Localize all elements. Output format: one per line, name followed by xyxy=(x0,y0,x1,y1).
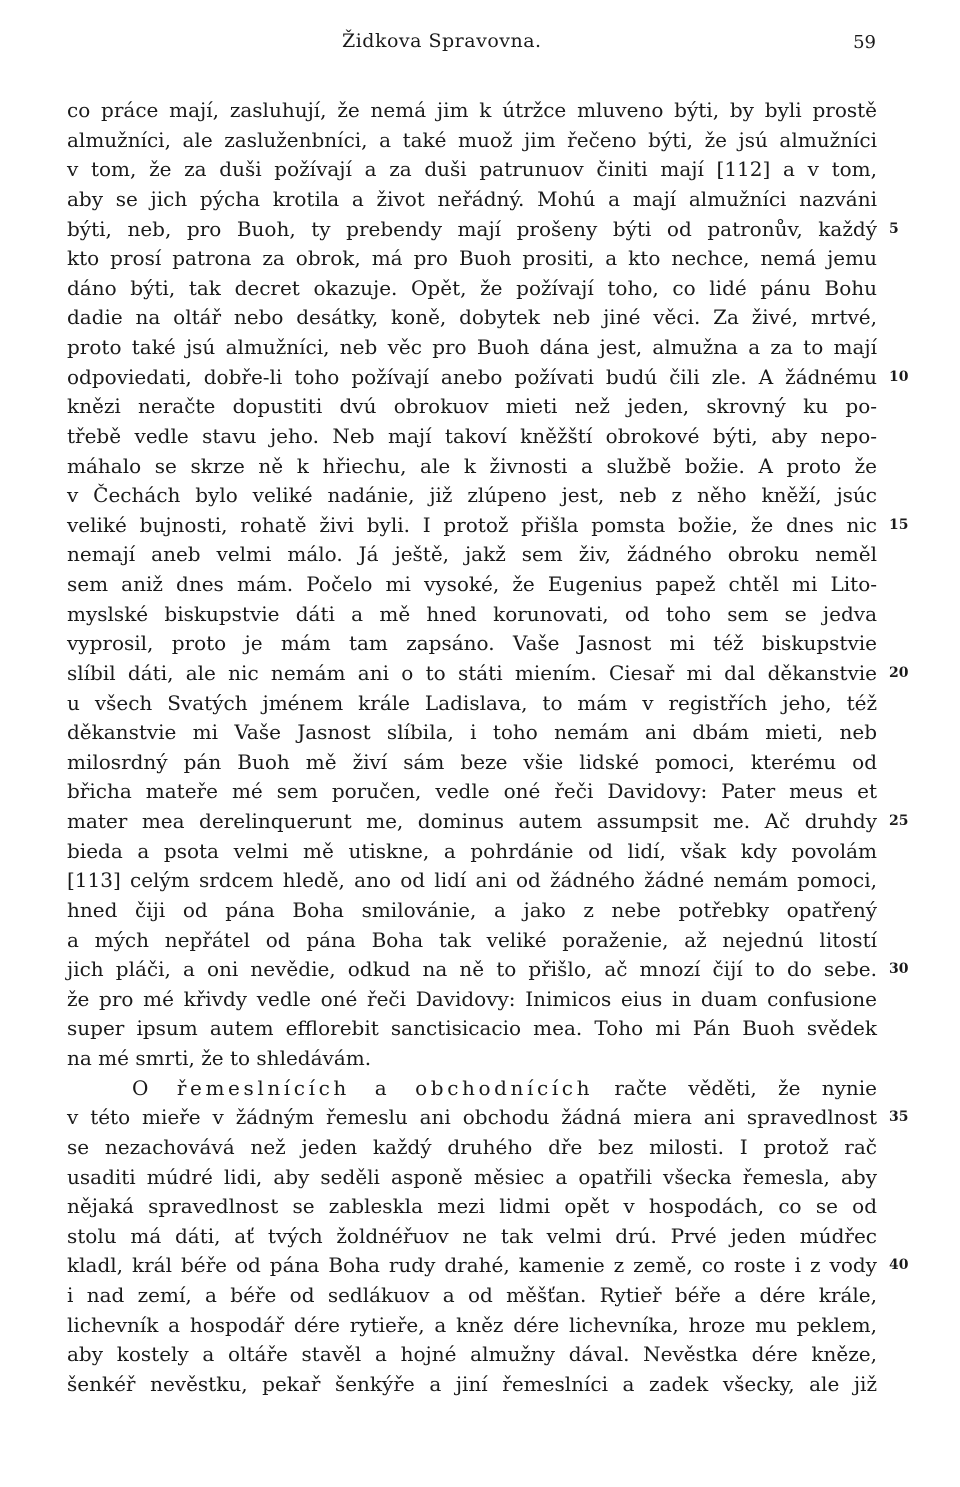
line-text: u všech Svatých jménem krále Ladislava, to mám v registřích jeho, též xyxy=(67,690,877,715)
text-line xyxy=(67,1340,877,1370)
line-text: super ipsum autem efflorebit sanctisicacio mea. Toho mi Pán Buoh svědek xyxy=(67,1016,877,1041)
spaced-heading: O řemeslnících a obchodnících xyxy=(132,1075,594,1100)
text-line xyxy=(67,363,909,393)
text-line xyxy=(67,303,877,333)
line-text: kto prosí patrona za obrok, má pro Buoh prositi, a kto nechce, nemá jemu xyxy=(67,246,877,271)
line-text: sem aniž dnes mám. Počelo mi vysoké, že Eugenius papež chtěl mi Lito- xyxy=(67,572,877,596)
body-text xyxy=(67,96,909,1400)
line-text: aby kostely a oltáře stavěl a hojné almužny dával. Nevěstka dére kněze, xyxy=(67,1342,877,1367)
text-line xyxy=(67,866,877,896)
line-text: děkanstvie mi Vaše Jasnost slíbila, i toho nemám ani dbám mieti, neb xyxy=(67,720,877,745)
text-line xyxy=(67,837,877,867)
line-text: stolu má dáti, ať tvých žoldnéřuov ne tak velmi drú. Prvé jeden múdřec xyxy=(67,1223,878,1248)
text-line xyxy=(67,955,909,985)
text-line xyxy=(67,1281,877,1311)
text-line xyxy=(67,1133,877,1163)
page-number: 59 xyxy=(853,32,876,53)
line-text: kladl, král béře od pána Boha rudy drahé, kamenie z země, co roste i z vody xyxy=(67,1253,877,1278)
text-line xyxy=(67,1222,877,1252)
text-line xyxy=(67,659,909,689)
line-text: usaditi múdré lidi, aby seděli asponě měsiec a opatřili všecka řemesla, aby xyxy=(67,1164,877,1189)
text-line xyxy=(67,96,877,126)
text-line xyxy=(67,985,877,1015)
text-line xyxy=(67,1074,877,1104)
line-text: v této mieře v žádným řemeslu ani obchodu žádná miera ani spravedlnost xyxy=(67,1105,877,1130)
line-text: knězi neračte dopustiti dvú obrokuov mieti než jeden, skrovný ku po- xyxy=(67,394,877,419)
text-line xyxy=(67,1370,877,1400)
text-line xyxy=(67,1103,909,1133)
text-line xyxy=(67,600,877,630)
line-number: 5 xyxy=(889,220,899,237)
line-text: bieda a psota velmi mě utiskne, a pohrdánie od lidí, však kdy povolám xyxy=(67,838,877,863)
text-line xyxy=(67,422,877,452)
text-line xyxy=(67,511,909,541)
text-line xyxy=(67,1311,877,1341)
line-text: býti, neb, pro Buoh, ty prebendy mají prošeny býti od patronův, každý xyxy=(67,216,877,241)
running-title: Židkova Spravovna. xyxy=(342,30,542,52)
text-line xyxy=(67,540,877,570)
line-number: 40 xyxy=(889,1257,909,1274)
text-line xyxy=(67,244,877,274)
text-line xyxy=(67,777,877,807)
line-text: hned čiji od pána Boha smilovánie, a jako z nebe potřebky opatřený xyxy=(67,897,877,922)
line-text: třebě vedle stavu jeho. Neb mají takoví kněžští obrokové býti, aby nepo- xyxy=(67,423,877,448)
line-text: nemají aneb velmi málo. Já ještě, jakž sem živ, žádného obroku neměl xyxy=(67,542,877,567)
text-line xyxy=(67,1251,909,1281)
line-number: 20 xyxy=(889,664,909,681)
text-line xyxy=(67,126,877,156)
text-line xyxy=(67,481,877,511)
text-line xyxy=(67,807,909,837)
text-line xyxy=(67,629,877,659)
line-text: myslské biskupstvie dáti a mě hned korunovati, od toho sem se jedva xyxy=(67,601,877,626)
line-text: nějaká spravedlnost se zableskla mezi lidmi opět v hospodách, co se od xyxy=(67,1194,878,1219)
line-text: co práce mají, zasluhují, že nemá jim k útržce mluveno býti, by byli prostě xyxy=(67,98,878,122)
line-number: 25 xyxy=(889,813,909,829)
line-text: máhalo se skrze ně k hřiechu, ale k živnosti a službě božie. A proto že xyxy=(67,453,878,478)
text-line xyxy=(67,1192,877,1222)
line-text: odpoviedati, dobře-li toho požívají anebo požívati budú čili zle. A žádnému xyxy=(67,364,877,389)
text-line xyxy=(67,185,877,215)
text-line xyxy=(67,1014,877,1044)
line-text xyxy=(67,1074,877,1104)
text-line xyxy=(67,1044,877,1074)
text-line xyxy=(67,155,877,185)
text-line xyxy=(67,452,877,482)
line-number: 30 xyxy=(889,961,909,978)
line-text: v Čechách bylo veliké nadánie, již zlúpeno jest, neb z něho kněží, jsúc xyxy=(67,483,878,508)
text-line xyxy=(67,570,877,600)
line-number: 10 xyxy=(889,368,909,385)
text-line xyxy=(67,215,899,245)
heading-continuation: račte věděti, že nynie xyxy=(593,1075,877,1100)
line-text: se nezachovává než jeden každý druhého dře bez milosti. I protož rač xyxy=(67,1134,877,1159)
line-text: [113] celým srdcem hledě, ano od lidí ani od žádného žádné nemám pomoci, xyxy=(67,868,877,893)
text-line xyxy=(67,926,877,956)
line-text: a mých nepřátel od pána Boha tak veliké poraženie, až nejednú litostí xyxy=(67,927,877,952)
text-line xyxy=(67,748,877,778)
text-line xyxy=(67,333,877,363)
line-text: v tom, že za duši požívají a za duši patrunuov činiti mají [112] a v tom, xyxy=(67,157,877,182)
line-text: břicha mateře mé sem poručen, vedle oné řeči Davidovy: Pater meus et xyxy=(67,779,877,804)
line-number: 15 xyxy=(889,516,909,533)
line-text: dáno býti, tak decret okazuje. Opět, že požívají toho, co lidé pánu Bohu xyxy=(67,275,878,300)
line-text: vyprosil, proto je mám tam zapsáno. Vaše Jasnost mi též biskupstvie xyxy=(67,631,877,656)
line-text: lichevník a hospodář dére rytieře, a kněz dére lichevníka, hroze mu peklem, xyxy=(67,1312,877,1337)
line-text: na mé smrti, že to shledávám. xyxy=(67,1046,372,1070)
line-text: milosrdný pán Buoh mě živí sám beze všie lidské pomoci, kterému od xyxy=(67,749,878,774)
line-number: 35 xyxy=(889,1109,909,1126)
text-line xyxy=(67,718,877,748)
text-line xyxy=(67,689,877,719)
line-text: šenkéř nevěstku, pekař šenkýře a jiní řemeslníci a zadek všecky, ale již xyxy=(67,1371,877,1396)
line-text: i nad zemí, a béře od sedlákuov a od měšťan. Rytieř béře a dére krále, xyxy=(67,1283,877,1307)
line-text: aby se jich pýcha krotila a život neřádný. Mohú a mají almužníci nazváni xyxy=(67,186,877,211)
line-text: jich pláči, a oni nevědie, odkud na ně to přišlo, ač mnozí čijí to do sebe. xyxy=(67,957,878,982)
line-text: dadie na oltář nebo desátky, koně, dobytek neb jiné věci. Za živé, mrtvé, xyxy=(67,305,877,330)
text-line xyxy=(67,274,877,304)
text-line xyxy=(67,1163,877,1193)
text-line xyxy=(67,392,877,422)
text-line xyxy=(67,896,877,926)
line-text: slíbil dáti, ale nic nemám ani o to státi miením. Ciesař mi dal děkanstvie xyxy=(67,660,877,685)
line-text: mater mea derelinquerunt me, dominus autem assumpsit me. Ač druhdy xyxy=(67,809,877,833)
line-text: veliké bujnosti, rohatě živi byli. I protož přišla pomsta božie, že dnes nic xyxy=(67,512,877,537)
line-text: proto také jsú almužníci, neb věc pro Buoh dána jest, almužna a za to mají xyxy=(67,335,877,359)
line-text: almužníci, ale zasluženbníci, a také muož jim řečeno býti, že jsú almužníci xyxy=(67,127,877,152)
line-text: že pro mé křivdy vedle oné řeči Davidovy: Inimicos eius in duam confusione xyxy=(67,986,877,1011)
